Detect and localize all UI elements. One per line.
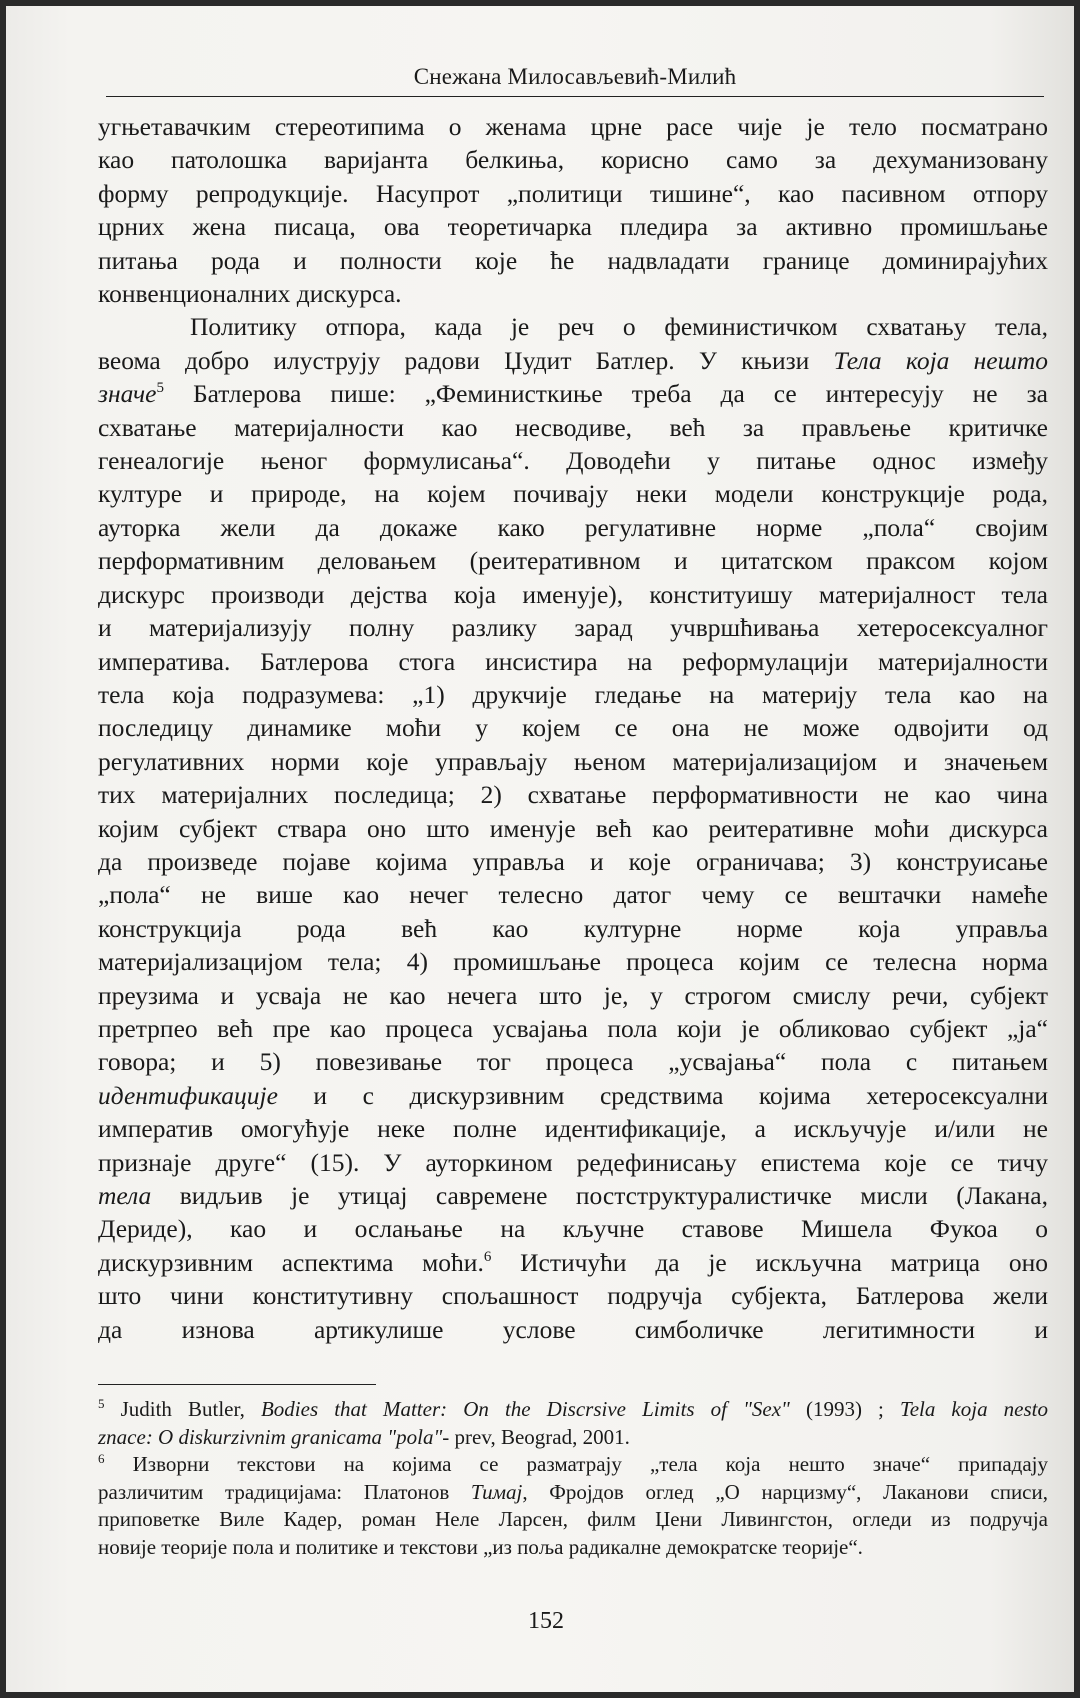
- text-line: веома добро илуструју радови Џудит Батлер. У књизи Тела која нешто: [98, 345, 1048, 375]
- footnotes: [98, 1396, 1048, 1561]
- text-line: императив омогућује неке полне идентификације, а искључује и/или не: [98, 1114, 1048, 1144]
- text-line: дискурзивним аспектима моћи.$^6$ Истичући да је искључна матрица оно: [98, 1247, 1048, 1277]
- body-text: [98, 110, 1048, 1346]
- term-italic: идентификације: [98, 1080, 278, 1110]
- text-line: императива. Батлерова стога инсистира на реформулацији материјалности: [98, 646, 1048, 676]
- book-title-italic: Тела која нешто: [833, 345, 1048, 375]
- text-line: тих материјалних последица; 2) схватање перформативности не као чина: [98, 780, 1048, 810]
- text-line: перформативним деловањем (реитеративном и цитатском праксом којом: [98, 546, 1048, 576]
- text-line: дискурс производи дејства која именује), конституишу материјалност тела: [98, 579, 1048, 609]
- text-line: угњетавачким стереотипима о женама црне расе чије је тело посматрано: [98, 112, 1048, 141]
- footnote-6-cont: новије теорије пола и политике и текстови „из поља радикалне демократске теорије“.: [98, 1534, 863, 1559]
- text-line: материјализацијом тела; 4) промишљање процеса којим се телесна норма: [98, 947, 1048, 977]
- text-line: као патолошка варијанта белкиња, корисно само за дехуманизовану: [98, 145, 1048, 175]
- footnote-6-cont: различитим традицијама: Платонов Тимај, Фројдов оглед „О нарцизму“, Лаканови списи,: [98, 1479, 1048, 1504]
- footnote-marker: 5: [98, 1396, 105, 1411]
- text-line: говора; и 5) повезивање тог процеса „усвајања“ пола с питањем: [98, 1047, 1048, 1077]
- text-line: тела која подразумева: „1) друкчије гледање на материју тела као на: [98, 679, 1048, 709]
- text-line: да произведе појаве којима управља и које ограничава; 3) конструисање: [98, 846, 1048, 876]
- footnote-5-cont: znace: O diskurzivnim granicama "pola"- prev, Beograd, 2001.: [98, 1424, 630, 1449]
- text-line: ауторка жели да докаже како регулативне норме „пола“ својим: [98, 512, 1048, 542]
- footnote-5: $^5$ Judith Butler, Bodies that Matter: On the Discrsive Limits of "Sex" (1993) ; Tela koja nesto: [98, 1396, 1048, 1421]
- paragraph-1: [98, 110, 1048, 310]
- text-line: и материјализују полну разлику зарад учвршћивања хетеросексуалног: [98, 613, 1048, 643]
- text-line: којим субјект ствара оно што именује већ као реитеративне моћи дискурса: [98, 813, 1048, 843]
- text-line: тела видљив је утицај савремене постструктуралистичке мисли (Лакана,: [98, 1181, 1048, 1210]
- text-line: схватање материјалности као несводиве, већ за прављење критичке: [98, 412, 1048, 442]
- text-line: регулативних норми које управљају њеном материјализацијом и значењем: [98, 746, 1048, 776]
- text-line: „пола“ не више као нечег телесно датог чему се вештачки намеће: [98, 880, 1048, 910]
- footnote-rule: [98, 1384, 376, 1385]
- text-line: што чини конститутивну спољашност подручја субјекта, Батлерова жели: [98, 1281, 1048, 1311]
- footnote-marker: 6: [98, 1451, 105, 1466]
- footnote-6: $^6$ Изворни текстови на којима се разматрају „тела која нешто значе“ припадају: [98, 1451, 1048, 1476]
- book-page: [6, 6, 1074, 1692]
- running-header: Снежана Милосављевић-Милић: [413, 64, 737, 89]
- term-italic: тела: [98, 1181, 152, 1210]
- text-line: генеалогије њеног формулисања“. Доводећи у питање однос између: [98, 446, 1048, 476]
- text-line: форму репродукције. Насупрот „политици тишине“, као пасивном отпору: [98, 178, 1048, 208]
- header-rule: [106, 96, 1044, 97]
- footnote-ref-5: 5: [156, 380, 164, 397]
- text-line: идентификације и с дискурзивним средствима којима хетеросексуални: [98, 1080, 1048, 1110]
- text-line: последицу динамике моћи у којем се она не може одвојити од: [98, 713, 1048, 743]
- paragraph-2: [98, 310, 1048, 1346]
- text-line: да изнова артикулише услове симболичке легитимности и: [98, 1314, 1048, 1344]
- text-line: признаје друге“ (15). У ауторкином редефинисању епистема које се тичу: [98, 1147, 1048, 1177]
- text-line: значе$^5$ Батлерова пише: „Феминисткиње треба да се интересују не за: [98, 379, 1048, 409]
- text-line: конвенционалних дискурса.: [98, 279, 402, 309]
- footnote-ref-6: 6: [483, 1248, 492, 1265]
- text-line: претрпео већ пре као процеса усвајања пола који је обликовао субјект „ја“: [98, 1013, 1048, 1043]
- text-line: културе и природе, на којем почивају неки модели конструкције рода,: [98, 479, 1048, 509]
- text-line: питања рода и полности које ће надвладати границе доминирајућих: [98, 245, 1048, 275]
- text-line: преузима и усваја не као нечега што је, у строгом смислу речи, субјект: [98, 980, 1048, 1010]
- text-line: Политику отпора, када је реч о феминистичком схватању тела,: [190, 312, 1048, 342]
- book-title-italic: значе: [98, 379, 157, 409]
- text-line: конструкција рода већ као културне норме која управља: [98, 913, 1048, 943]
- text-line: Дериде), као и ослањање на кључне ставове Мишела Фукоа о: [98, 1214, 1048, 1244]
- page-number: 152: [528, 1608, 564, 1634]
- text-line: црних жена писаца, ова теоретичарка пледира за активно промишљање: [98, 212, 1048, 242]
- footnote-6-cont: приповетке Виле Кадер, роман Неле Ларсен, филм Џени Ливингстон, огледи из подручја: [98, 1507, 1048, 1531]
